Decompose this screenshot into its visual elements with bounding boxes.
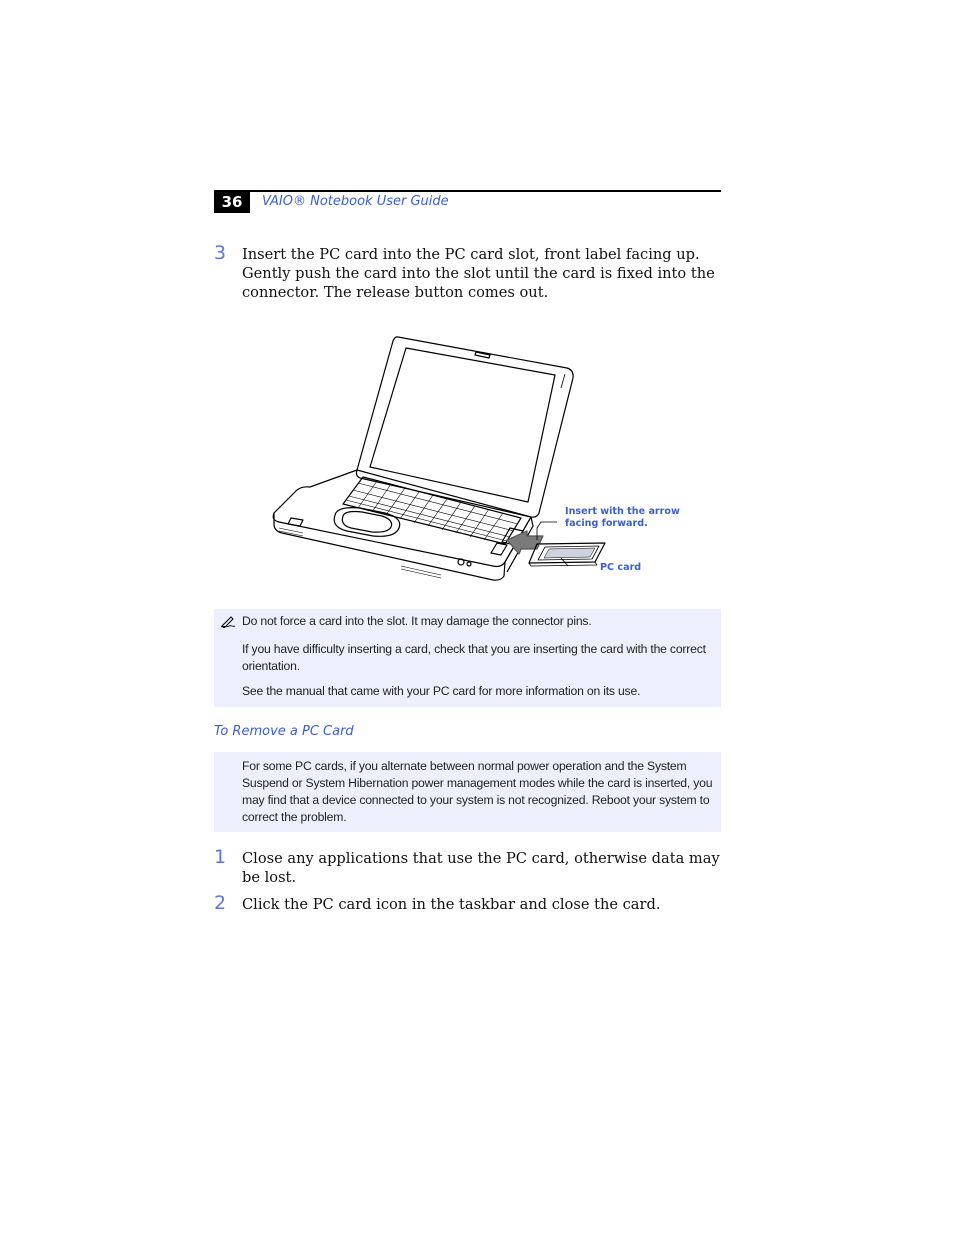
- step-3: [214, 242, 721, 305]
- note-box: [214, 752, 721, 832]
- label-insert-line2: facing forward.: [565, 518, 648, 529]
- running-header-title: VAIO® Notebook User Guide: [262, 194, 449, 209]
- note-paragraph: For some PC cards, if you alternate between normal power operation and the System Suspend or System Hibernation power management modes while the card is inserted, you may find that a device connected to your system is not recognized. Reboot your system to correct the problem.: [242, 759, 713, 824]
- header-rule: [214, 190, 721, 192]
- label-insert-line1: Insert with the arrow: [565, 506, 680, 517]
- step-number: 1: [214, 846, 227, 868]
- step-text: Insert the PC card into the PC card slot, front label facing up. Gently push the card into the slot until the card is fixed into the connector. The release button comes out.: [242, 246, 715, 301]
- step-1: [214, 846, 721, 889]
- step-2: [214, 892, 721, 917]
- note-paragraph: If you have difficulty inserting a card, check that you are inserting the card with the correct orientation.: [242, 642, 706, 673]
- label-pc-card: PC card: [600, 562, 642, 573]
- step-text: Close any applications that use the PC card, otherwise data may be lost.: [242, 850, 720, 886]
- laptop-pc-card-svg: [265, 330, 685, 590]
- note-paragraph: Do not force a card into the slot. It may damage the connector pins.: [242, 614, 592, 628]
- pen-icon: [220, 613, 236, 632]
- note-paragraph: See the manual that came with your PC card for more information on its use.: [242, 684, 641, 698]
- note-box: [214, 609, 721, 707]
- section-heading: To Remove a PC Card: [214, 724, 354, 739]
- step-number: 2: [214, 892, 227, 914]
- step-text: Click the PC card icon in the taskbar and close the card.: [242, 896, 661, 913]
- page-number: 36: [214, 192, 250, 213]
- step-number: 3: [214, 242, 227, 264]
- laptop-illustration: [265, 330, 685, 590]
